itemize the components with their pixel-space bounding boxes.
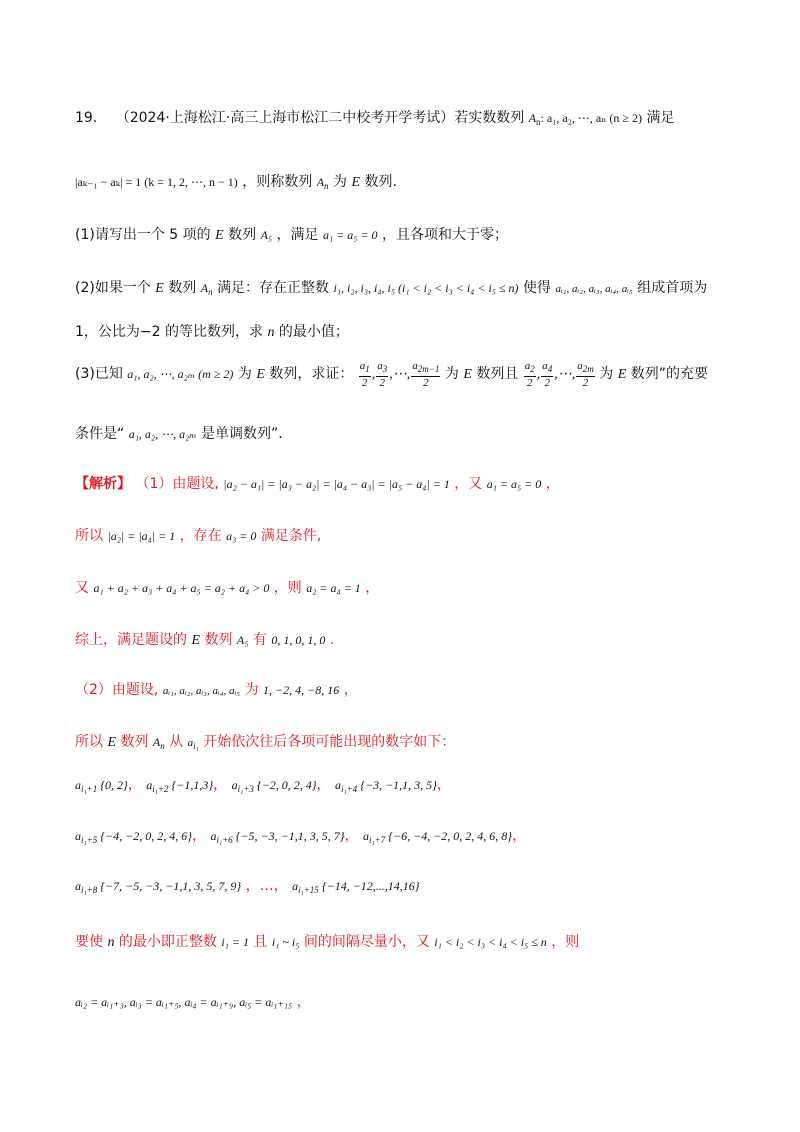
solution-tag: 【解析】: [75, 476, 131, 492]
solution-sets-line-3: $a_{i_1+8}$ {−7, −5, −3, −1,1, 3, 5, 7, 9} ，…， $a_{i_1+15}$ {−14, −12,...,14,16}: [75, 878, 420, 895]
solution-line-11: aᵢ₂ = aᵢ₁₊₃, aᵢ₃ = aᵢ₁₊₅, aᵢ₄ = aᵢ₁₊₉, aᵢ₅ = aᵢ₁₊₁₅ ，: [75, 994, 311, 1010]
problem-part-2-cont: 1，公比为−2 的等比数列，求 n 的最小值；: [75, 324, 349, 340]
problem-part-3: (3)已知 a₁, a₂, ⋯, a₂ₘ (m ≥ 2) 为 E 数列，求证： $\frac{a_1}{2}$ , $\frac{a_3}{2}$ ,⋯, $\frac{a_{2m-1}}{2}$ 为 E 数列且 $\frac{a_2}{2}$ , $\frac{a_4}{2}$ ,⋯, $\frac{a_{2m}}{2}$ 为 E 数列”的充要: [75, 360, 709, 389]
solution-sets-line-2: $a_{i_1+5}$ {−4, −2, 0, 2, 4, 6}， $a_{i_1+6}$ {−5, −3, −1,1, 3, 5, 7}， $a_{i_1+7}$ {−6, −4, −2, 0, 2, 4, 6, 8}，: [75, 828, 527, 845]
solution-line-10: 要使 n 的最小即正整数 i₁ = 1 且 i₁ ~ i₅ 间的间隔尽量小，又 i₁ < i₂ < i₃ < i₄ < i₅ ≤ n ，则: [75, 934, 580, 950]
problem-line-2: |aₖ₋₁ − aₖ| = 1 (k = 1, 2, ⋯, n − 1) ，则称数列 $A_n$ 为 E 数列.: [75, 174, 397, 191]
solution-line-3: 又 a₁ + a₂ + a₃ + a₄ + a₅ = a₂ + a₄ > 0 ，则 a₂ = a₄ = 1 ，: [75, 580, 380, 596]
solution-line-5: （2）由题设, aᵢ₁, aᵢ₂, aᵢ₃, aᵢ₄, aᵢ₅ 为 1, −2, 4, −8, 16 ，: [75, 682, 358, 698]
solution-line-4: 综上，满足题设的 E 数列 A₅ 有 0, 1, 0, 1, 0 .: [75, 632, 335, 648]
problem-part-1: (1)请写出一个 5 项的 E 数列 A₅ ，满足 a₁ = a₅ = 0 ，且各项和大于零；: [75, 227, 508, 243]
condition-formula: |aₖ₋₁ − aₖ| = 1 (k = 1, 2, ⋯, n − 1): [75, 175, 238, 189]
problem-line-1: 19. （2024·上海松江·高三上海市松江二中校考开学考试）若实数数列 $A_n$: a₁, a₂, ⋯, aₙ (n ≥ 2) 满足: [75, 110, 675, 127]
solution-line-2: 所以 |a₂| = |a₄| = 1 ，存在 a₃ = 0 满足条件,: [75, 528, 322, 544]
problem-part-2: (2)如果一个 E 数列 $A_n$ 满足：存在正整数 i₁, i₂, i₃, i₄, i₅ (i₁ < i₂ < i₃ < i₄ < i₅ ≤ n) 使得 aᵢ₁, aᵢ₂, aᵢ₃, aᵢ₄, aᵢ₅ 组成首项为: [75, 280, 708, 297]
solution-line-6: 所以 E 数列 $A_n$ 从 $a_{i_1}$ 开始依次往后各项可能出现的数字如下：: [75, 734, 456, 751]
even-fraction-sequence: $\frac{a_2}{2}$ , $\frac{a_4}{2}$ ,⋯, $\frac{a_{2m}}{2}$: [524, 360, 594, 389]
problem-source: （2024·上海松江·高三上海市松江二中校考开学考试）若实数数列: [115, 110, 525, 126]
solution-line-1: 【解析】 （1）由题设, |a₂ − a₁| = |a₃ − a₂| = |a₄ − a₃| = |a₅ − a₄| = 1 ，又 a₁ = a₅ = 0 ，: [75, 476, 560, 492]
sequence-definition: $A_n$: a₁, a₂, ⋯, aₙ (n ≥ 2): [528, 111, 642, 127]
solution-sets-line-1: $a_{i_1+1}$ {0, 2}， $a_{i_1+2}$ {−1,1,3}， $a_{i_1+3}$ {−2, 0, 2, 4}， $a_{i_1+4}$ {−3, −1,1, 3, 5}，: [75, 777, 451, 794]
problem-number: 19.: [75, 110, 98, 126]
problem-part-3-cont: 条件是“ a₁, a₂, ⋯, a₂ₘ 是单调数列”.: [75, 426, 283, 442]
odd-fraction-sequence: $\frac{a_1}{2}$ , $\frac{a_3}{2}$ ,⋯, $\frac{a_{2m-1}}{2}$: [359, 360, 440, 389]
